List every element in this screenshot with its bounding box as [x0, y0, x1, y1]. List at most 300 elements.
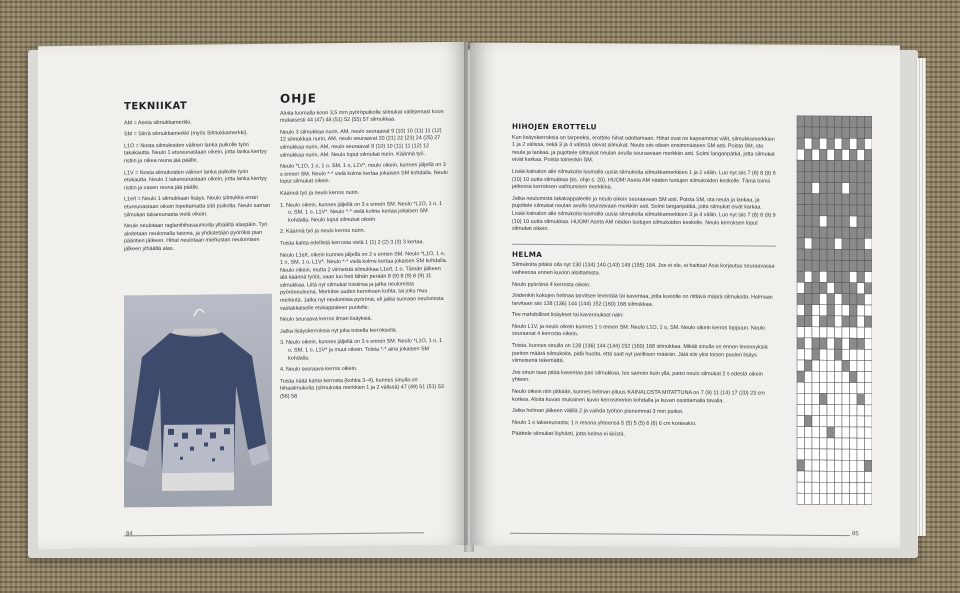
chart-cell [835, 238, 843, 249]
chart-cell [820, 493, 828, 504]
chart-cell [857, 161, 865, 172]
chart-cell [827, 371, 835, 382]
right-page [470, 42, 900, 548]
chart-cell [835, 283, 843, 294]
chart-cell [820, 305, 828, 316]
chart-cell [850, 283, 858, 294]
chart-cell [797, 427, 805, 438]
chart-cell [850, 227, 858, 238]
chart-cell [805, 227, 813, 238]
chart-cell [865, 316, 873, 327]
chart-cell [805, 393, 813, 404]
chart-cell [797, 327, 805, 338]
chart-cell [812, 416, 820, 427]
chart-cell [820, 171, 828, 182]
footer-rule [124, 532, 424, 536]
chart-cell [827, 227, 835, 238]
chart-cell [827, 194, 835, 205]
chart-cell [857, 460, 865, 471]
open-book [28, 38, 918, 558]
footer-rule [510, 533, 850, 536]
chart-cell [805, 327, 813, 338]
chart-cell [857, 327, 865, 338]
helma-paragraph: Jatka helman jälkeen välillä 2 ja vaihda työhön pienemmät 3 mm puikot. [512, 408, 684, 416]
chart-cell [857, 261, 865, 272]
helma-paragraph: Päättele silmukat löyhästi, jotta helma ei kiristä. [512, 431, 625, 438]
chart-cell [805, 249, 813, 260]
chart-cell [820, 116, 828, 127]
chart-cell [820, 460, 828, 471]
chart-cell [842, 294, 850, 305]
helma-paragraph: Silmukoita pitäisi olla nyt 130 (134) 140 (143) 149 (155) 164. Jos ei ole, ei haittaa! Asia korjautuu seuraavassa vaiheessa ennen kuvion aloittamista. [512, 262, 775, 277]
chart-cell [857, 349, 865, 360]
chart-cell [850, 172, 858, 183]
chart-cell [805, 338, 813, 349]
chart-cell [842, 172, 850, 183]
chart-cell [827, 316, 835, 327]
ohje-paragraph: Jatka lisäyskerroksia nyt joka toisella kerroksella. [280, 327, 398, 335]
chart-cell [835, 205, 843, 216]
chart-cell [835, 360, 843, 371]
chart-cell [835, 271, 843, 282]
chart-cell [805, 171, 813, 182]
page-number-left: 84 [126, 531, 133, 538]
chart-cell [842, 283, 850, 294]
chart-cell [812, 260, 820, 271]
chart-cell [812, 149, 820, 160]
chart-cell [827, 138, 835, 149]
chart-cell [842, 160, 850, 171]
tekniikat-item: L1V = Nosta silmukoiden välinen lanka puikolle työn etukautta. Neulo 1 takareunastaan oikein, jotta lanka kiertyy ristiin ja vasen reuna jää päälle. [124, 168, 267, 192]
chart-cell [835, 249, 843, 260]
chart-cell [805, 316, 813, 327]
chart-cell [820, 271, 828, 282]
chart-cell [835, 316, 843, 327]
chart-cell [827, 416, 835, 427]
chart-cell [797, 338, 805, 349]
chart-cell [812, 482, 820, 493]
chart-cell [797, 493, 805, 504]
chart-cell [805, 116, 813, 127]
chart-cell [857, 338, 865, 349]
page-edges [916, 58, 926, 536]
chart-cell [850, 249, 858, 260]
chart-cell [820, 160, 828, 171]
chart-cell [835, 405, 843, 416]
chart-cell [820, 449, 828, 460]
chart-cell [865, 360, 873, 371]
chart-cell [812, 171, 820, 182]
chart-cell [865, 372, 873, 383]
chart-cell [865, 338, 873, 349]
chart-cell [835, 294, 843, 305]
hihojen-title: HIHOJEN EROTTELU [512, 121, 597, 132]
chart-cell [865, 272, 873, 283]
chart-cell [850, 216, 858, 227]
chart-cell [797, 160, 805, 171]
helma-paragraph: Neulo L1V, ja neulo oikein kunnes 1 s ennen SM. Neulo L1O, 1 o, SM. Neulo oikein kerros loppuun. Neulo seuraavat 4 kerrosta oikein. [512, 323, 766, 338]
chart-cell [835, 416, 843, 427]
chart-cell [865, 150, 873, 161]
tekniikat-item: Neule neulotaan raglanihihasaumoilla ylhäältä alaspäin. Työ aloitetaan neulomalla tasona, ja yhdistetään pyöröksi pian pääntien jälkeen. Hihat neulotaan miehustan neulomisen jälkeen ylhäältä alas. [124, 221, 268, 253]
chart-cell [857, 438, 865, 449]
chart-cell [835, 449, 843, 460]
chart-cell [857, 416, 865, 427]
chart-cell [812, 471, 820, 482]
ohje-step: 2. Käännä työ ja neulo kerros nurin. [280, 228, 366, 236]
chart-cell [827, 405, 835, 416]
chart-cell [805, 482, 813, 493]
chart-cell [842, 238, 850, 249]
chart-cell [805, 282, 813, 293]
chart-cell [865, 438, 873, 449]
ohje-paragraph: Neulo L1e/t, oikein kunnes jäljellä on 2 s ennen SM. Neulo *L1O, 1 o, 1 o, SM, 1 o, L1V*. Neulo *-* vielä kolme kertaa jokaisen SM kohdalla. Neulo oikein, mutta 2 viimeistä silmukkaa L1e/t, 1 o. Tämän jälkeen älä käännä työtä, vaan luo heti tähän perään 8 (9) 8 (9) 8 (9) 11 silmukkaa. Liitä nyt silmukat toisiinsa ja jatka neulomista pyöröneuleena. Merkitse uuden kerroksen kohta, tai joku muu merkintä. Jatka nyt neulomista pyörönä, eli jatka suoraan neulomista vastakkaiselle etukappaleen puolelle. [280, 250, 448, 312]
chart-cell [835, 138, 843, 149]
chart-cell [835, 183, 843, 194]
ohje-title: OHJE [280, 91, 317, 106]
chart-cell [827, 249, 835, 260]
chart-cell [827, 271, 835, 282]
chart-cell [857, 483, 865, 494]
helma-paragraph: Neulo oikein niin pitkään, kunnes helman pituus KAINALOSTA MITATTUNA on 7 (9) 11 (14) 17 (20) 23 cm korkea. Aloita kuvan mukainen kuvio kerrosmerkin kohdalla ja kuvan osoittamalla tavalla. [512, 388, 765, 404]
chart-cell [805, 238, 813, 249]
right-text-column [512, 123, 776, 445]
chart-cell [835, 394, 843, 405]
chart-cell [812, 305, 820, 316]
chart-cell [842, 493, 850, 504]
chart-cell [797, 149, 805, 160]
chart-cell [805, 194, 813, 205]
ohje-step: 3. Neulo oikein, kunnes jäljellä on 3 s ennen SM. Neulo *L1O, 1 o, 1 o, SM, 1 o, L1V* ja muut oikein. Toista *-* aina jokaisen SM kohdalla. [280, 338, 443, 362]
tekniikat-item: SM = Siirrä silmukkamerkki (myös Silmukkamerkki). [124, 130, 248, 138]
chart-cell [842, 471, 850, 482]
chart-cell [865, 238, 873, 249]
chart-cell [812, 160, 820, 171]
chart-cell [850, 327, 858, 338]
chart-cell [835, 149, 843, 160]
chart-cell [865, 127, 873, 138]
chart-cell [857, 216, 865, 227]
chart-cell [850, 316, 858, 327]
chart-cell [865, 172, 873, 183]
ohje-paragraph: Neulo *L1O, 1 o, 1 o, SM, 1 o, L1V*, neulo oikein, kunnes jäljellä on 3 s ennen SM. Neulo *-* vielä kolme kertaa jokaisen SM kohdalla. Neulo loput silmukat oikein. [280, 162, 448, 186]
chart-cell [857, 150, 865, 161]
chart-cell [812, 138, 820, 149]
chart-cell [835, 116, 843, 127]
chart-cell [805, 493, 813, 504]
chart-cell [865, 405, 873, 416]
chart-cell [820, 349, 828, 360]
chart-cell [827, 205, 835, 216]
chart-cell [857, 249, 865, 260]
chart-cell [857, 116, 865, 127]
chart-cell [827, 116, 835, 127]
chart-cell [857, 172, 865, 183]
chart-cell [812, 493, 820, 504]
chart-cell [812, 182, 820, 193]
chart-cell [827, 260, 835, 271]
chart-cell [827, 338, 835, 349]
chart-cell [842, 183, 850, 194]
chart-cell [797, 260, 805, 271]
chart-cell [827, 282, 835, 293]
chart-cell [842, 127, 850, 138]
chart-cell [812, 194, 820, 205]
tekniikat-item: AM = Aseta silmukkamerkki. [124, 119, 192, 126]
chart-cell [827, 449, 835, 460]
chart-cell [850, 149, 858, 160]
chart-cell [850, 161, 858, 172]
chart-cell [850, 449, 858, 460]
chart-cell [842, 260, 850, 271]
chart-cell [827, 183, 835, 194]
chart-cell [820, 382, 828, 393]
chart-cell [797, 371, 805, 382]
chart-cell [857, 494, 865, 505]
chart-cell [820, 249, 828, 260]
chart-cell [842, 449, 850, 460]
chart-cell [850, 260, 858, 271]
tekniikat-item: L1O = Nosta silmukoiden välinen lanka puikolle työn takakautta. Neulo 1 etureunastaan oikein, jotta lanka kiertyy ristiin ja oikea reuna jää päälle. [124, 141, 267, 165]
chart-cell [812, 449, 820, 460]
chart-cell [827, 393, 835, 404]
chart-cell [797, 271, 805, 282]
chart-cell [842, 405, 850, 416]
chart-cell [857, 294, 865, 305]
chart-cell [812, 282, 820, 293]
chart-cell [835, 427, 843, 438]
chart-cell [842, 349, 850, 360]
chart-cell [797, 460, 805, 471]
chart-cell [842, 338, 850, 349]
chart-cell [812, 371, 820, 382]
chart-cell [805, 293, 813, 304]
chart-cell [797, 227, 805, 238]
chart-cell [865, 249, 873, 260]
chart-cell [812, 438, 820, 449]
chart-cell [805, 205, 813, 216]
chart-cell [797, 438, 805, 449]
chart-cell [812, 271, 820, 282]
chart-cell [835, 260, 843, 271]
chart-cell [850, 138, 858, 149]
chart-cell [827, 160, 835, 171]
chart-cell [805, 449, 813, 460]
chart-cell [857, 394, 865, 405]
chart-cell [812, 293, 820, 304]
ohje-paragraph: Toista kahta edellistä kerrosta vielä 1 (1) 2 (2) 3 (3) 3 kertaa. [280, 239, 424, 247]
chart-cell [797, 171, 805, 182]
chart-cell [857, 471, 865, 482]
chart-cell [805, 182, 813, 193]
chart-cell [805, 305, 813, 316]
chart-cell [850, 349, 858, 360]
chart-cell [842, 205, 850, 216]
chart-cell [842, 360, 850, 371]
ohje-step: 1. Neulo oikein, kunnes jäljellä on 3 s ennen SM. Neulo *L1O, 1 o, 1 o, SM, 1 o, L1V*. Neulo *-* vielä kolme kertaa jokaisen SM kohdalla. Neulo loput silmukat oikein. [280, 200, 443, 224]
chart-cell [865, 349, 873, 360]
chart-cell [820, 149, 828, 160]
chart-cell [797, 349, 805, 360]
helma-paragraph: Jos sinun taas pitää kaventaa pari silmukkaa, tee samoin kuin yllä, paitsi neulo silmukat 2 s edestä oikein yhteen. [512, 369, 763, 384]
chart-cell [835, 327, 843, 338]
chart-cell [865, 327, 873, 338]
chart-cell [865, 427, 873, 438]
chart-cell [812, 249, 820, 260]
chart-cell [842, 316, 850, 327]
chart-cell [797, 127, 805, 138]
chart-cell [812, 205, 820, 216]
chart-cell [835, 371, 843, 382]
chart-cell [865, 483, 873, 494]
chart-cell [850, 438, 858, 449]
chart-cell [812, 327, 820, 338]
chart-cell [842, 416, 850, 427]
chart-cell [812, 316, 820, 327]
chart-cell [865, 194, 873, 205]
chart-cell [820, 360, 828, 371]
chart-cell [835, 305, 843, 316]
chart-cell [835, 127, 843, 138]
chart-cell [857, 405, 865, 416]
chart-cell [857, 238, 865, 249]
chart-cell [797, 216, 805, 227]
chart-cell [797, 404, 805, 415]
chart-cell [842, 394, 850, 405]
chart-cell [820, 216, 828, 227]
chart-cell [850, 371, 858, 382]
chart-cell [850, 116, 858, 127]
chart-cell [812, 338, 820, 349]
chart-cell [805, 349, 813, 360]
chart-cell [842, 249, 850, 260]
ohje-paragraph: Neulo seuraava kerros ilman lisäyksiä. [280, 316, 372, 323]
chart-cell [857, 183, 865, 194]
helma-section [512, 244, 776, 441]
chart-cell [797, 316, 805, 327]
chart-cell [835, 349, 843, 360]
chart-cell [827, 427, 835, 438]
ohje-paragraph: Käännä työ ja neulo kerros nurin. [280, 189, 360, 197]
chart-cell [797, 360, 805, 371]
chart-cell [812, 460, 820, 471]
chart-cell [857, 383, 865, 394]
chart-cell [820, 338, 828, 349]
chart-cell [820, 371, 828, 382]
chart-cell [827, 294, 835, 305]
chart-cell [857, 372, 865, 383]
chart-cell [805, 216, 813, 227]
chart-cell [835, 160, 843, 171]
chart-cell [835, 172, 843, 183]
chart-cell [797, 205, 805, 216]
chart-cell [850, 427, 858, 438]
chart-cell [865, 383, 873, 394]
chart-cell [827, 327, 835, 338]
chart-cell [857, 194, 865, 205]
chart-cell [805, 471, 813, 482]
chart-cell [835, 438, 843, 449]
chart-cell [827, 305, 835, 316]
chart-cell [857, 305, 865, 316]
chart-cell [865, 494, 873, 505]
chart-cell [842, 138, 850, 149]
chart-cell [850, 205, 858, 216]
chart-cell [865, 449, 873, 460]
chart-cell [842, 305, 850, 316]
chart-cell [827, 382, 835, 393]
helma-paragraph: Joidenkin kokojen helmaa tarvitsee leventää tai kaventaa, jotta kuviolle on riittävä määrä silmukoita. Helmaan tarvitaan siis 128 (136) 144 (144) 152 (160) 168 silmukkaa. [512, 292, 773, 308]
chart-cell [850, 416, 858, 427]
chart-cell [820, 227, 828, 238]
chart-cell [812, 216, 820, 227]
chart-cell [857, 127, 865, 138]
chart-cell [835, 460, 843, 471]
chart-cell [835, 482, 843, 493]
chart-cell [805, 138, 813, 149]
chart-cell [857, 316, 865, 327]
chart-cell [865, 283, 873, 294]
chart-cell [850, 482, 858, 493]
chart-cell [820, 416, 828, 427]
chart-cell [820, 393, 828, 404]
chart-cell [797, 482, 805, 493]
chart-cell [805, 382, 813, 393]
chart-cell [820, 238, 828, 249]
chart-cell [812, 238, 820, 249]
chart-cell [857, 272, 865, 283]
chart-cell [820, 405, 828, 416]
chart-cell [850, 183, 858, 194]
chart-cell [865, 116, 873, 127]
chart-cell [835, 194, 843, 205]
tekniikat-section [124, 102, 270, 258]
chart-cell [857, 360, 865, 371]
chart-cell [805, 160, 813, 171]
chart-cell [827, 149, 835, 160]
chart-cell [812, 393, 820, 404]
chart-cell [842, 227, 850, 238]
chart-cell [850, 294, 858, 305]
hihojen-paragraph: Lisää kainalon alle silmukoita luomalla uusia silmukoita silmukkamerkkien 1 ja 2 väliin. Luo nyt siis 7 (8) 8 (9) 9 (10) 10 uutta silmukkaa (ks. ohje s. 20). HUOM! Aseta AM näiden luotujen silmukoiden keskelle. Tämä toimii jatkossa kerroksen vaihtumisen merkkinä. [512, 168, 776, 191]
chart-cell [805, 427, 813, 438]
hihojen-paragraph: Kun lisäyskerroksia on tarpeeksi, erottele hihat odottamaan. Hihat ovat ne kapeammat välit, silmukkamerkkien 1 ja 2 välissä, sekä 3 ja 4 välissä olevat silmukat. Neulo siis oikein ensimmäiseen SM asti. Poista SM, ota neula ja lankaa, ja pujottele silmukat neulan avulla seuraavaan merkkiin asti. Solmi langanpätkä, jotta silmukat eivät karkaa. Poista toinenkin SM. [512, 134, 775, 164]
tekniikat-title: TEKNIIKAT [124, 100, 188, 113]
chart-cell [842, 460, 850, 471]
helma-paragraph: Neulo pyöröinä 4 kerrosta oikein. [512, 281, 591, 288]
chart-cell [842, 149, 850, 160]
chart-cell [857, 227, 865, 238]
chart-cell [812, 349, 820, 360]
chart-cell [797, 304, 805, 315]
chart-cell [850, 238, 858, 249]
chart-cell [820, 194, 828, 205]
chart-cell [865, 416, 873, 427]
chart-cell [842, 216, 850, 227]
chart-cell [857, 449, 865, 460]
chart-cell [797, 293, 805, 304]
chart-cell [835, 227, 843, 238]
chart-cell [805, 404, 813, 415]
chart-cell [797, 138, 805, 149]
helma-title: HELMA [512, 249, 543, 259]
chart-cell [842, 371, 850, 382]
chart-cell [827, 360, 835, 371]
chart-cell [812, 427, 820, 438]
chart-cell [812, 382, 820, 393]
chart-cell [865, 161, 873, 172]
chart-cell [850, 338, 858, 349]
